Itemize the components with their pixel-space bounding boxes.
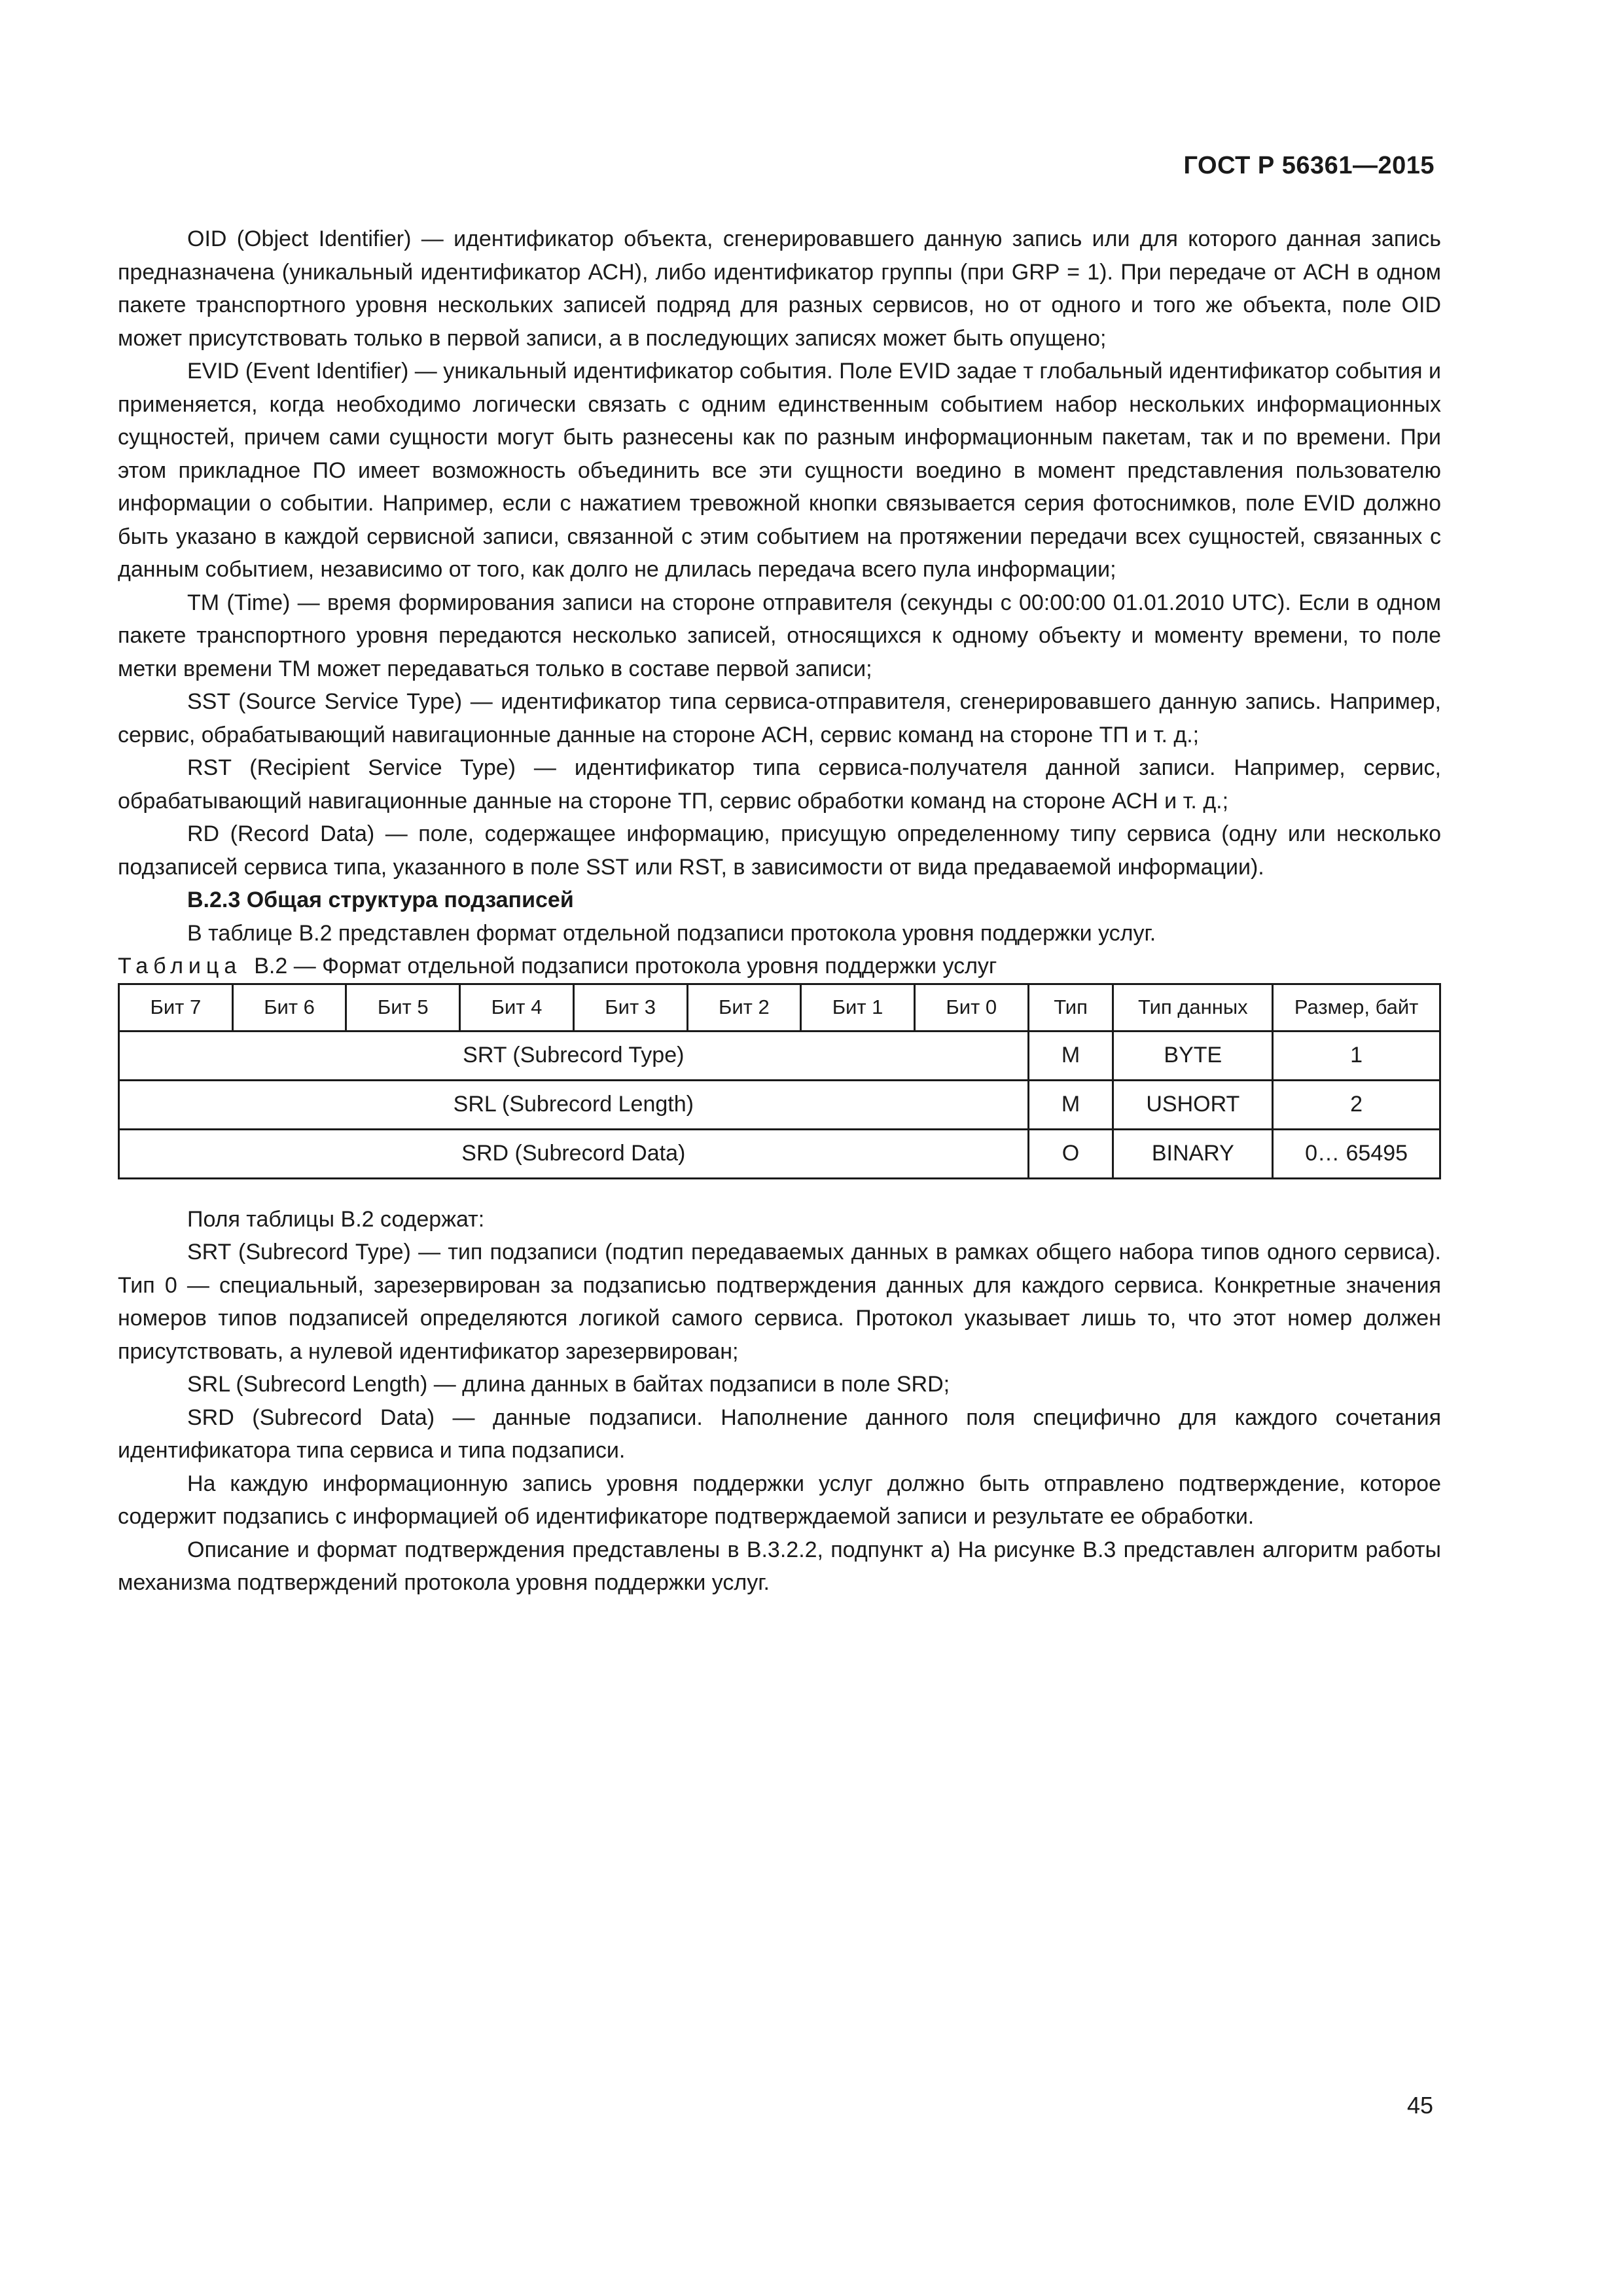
cell-size: 2 — [1273, 1080, 1440, 1129]
paragraph-srl: SRL (Subrecord Length) — длина данных в байтах подзаписи в поле SRD; — [187, 1372, 950, 1397]
paragraph-table-fields: Поля таблицы В.2 содержат: — [187, 1206, 485, 1232]
paragraph-rst: RST (Recipient Service Type) — идентификатор типа сервиса-получателя данной записи. Например, сервис, обрабатывающий навигационные данные на стороне ТП, сервис обработки команд на стороне АСН и т. д.; — [118, 755, 1441, 814]
table-row — [119, 1080, 1440, 1129]
header-size: Размер, байт — [1273, 984, 1440, 1031]
table-caption-word: Таблица — [118, 954, 242, 978]
cell-data-type: USHORT — [1113, 1080, 1273, 1129]
paragraph-tm: TM (Time) — время формирования записи на стороне отправителя (секунды с 00:00:00 01.01.2010 UTC). Если в одном пакете транспортного уровня передаются несколько записей, относящихся к одному объекту и моменту времени, то поле метки времени TM может передаваться только в составе первой записи; — [118, 590, 1441, 681]
page-number: 45 — [1406, 2092, 1433, 2119]
cell-data-type: BINARY — [1113, 1129, 1273, 1178]
header-bit0: Бит 0 — [914, 984, 1028, 1031]
cell-data-type: BYTE — [1113, 1031, 1273, 1080]
table-row — [119, 1031, 1440, 1080]
paragraph-evid: EVID (Event Identifier) — уникальный идентификатор события. Поле EVID задае т глобальный идентификатор события и применяется, когда необходимо логически связать с одним единственным событием набор нескольких информационных сущностей, причем сами сущности могут быть разнесены как по разным информационным пакетам, так и по времени. При этом прикладное ПО имеет возможность объединить все эти сущности воедино в момент представления пользователю информации о событии. Например, если с нажатием тревожной кнопки связывается серия фотоснимков, поле EVID должно быть указано в каждой сервисной записи, связанной с этим событием на протяжении передачи всех сущностей, связанных с данным событием, независимо от того, как долго не длилась передача всего пула информации; — [118, 359, 1441, 582]
cell-type: M — [1028, 1080, 1113, 1129]
cell-type: O — [1028, 1129, 1113, 1178]
header-data-type: Тип данных — [1113, 984, 1273, 1031]
header-bit5: Бит 5 — [346, 984, 460, 1031]
cell-field: SRT (Subrecord Type) — [119, 1031, 1029, 1080]
paragraph-srt: SRT (Subrecord Type) — тип подзаписи (подтип передаваемых данных в рамках общего набора типов одного сервиса). Тип 0 — специальный, зарезервирован за подзаписью подтверждения данных для каждого сервиса. Конкретные значения номеров типов подзаписей определяются логикой самого сервиса. Протокол указывает лишь то, что этот номер должен присутствовать, а нулевой идентификатор зарезервирован; — [118, 1240, 1441, 1364]
paragraph-confirmation-format: Описание и формат подтверждения представлены в В.3.2.2, подпункт а) На рисунке В.3 представлен алгоритм работы механизма подтверждений протокола уровня поддержки услуг. — [118, 1537, 1441, 1595]
header-bit6: Бит 6 — [232, 984, 346, 1031]
subrecord-format-table — [118, 983, 1441, 1179]
document-body — [118, 223, 1441, 1600]
cell-type: M — [1028, 1031, 1113, 1080]
table-row — [119, 1129, 1440, 1178]
paragraph-confirmation: На каждую информационную запись уровня поддержки услуг должно быть отправлено подтверждение, которое содержит подзапись с информацией об идентификаторе подтверждаемой записи и результате ее обработки. — [118, 1471, 1441, 1529]
cell-field: SRL (Subrecord Length) — [119, 1080, 1029, 1129]
section-intro: В таблице В.2 представлен формат отдельной подзаписи протокола уровня поддержки услуг. — [187, 920, 1156, 946]
header-bit1: Бит 1 — [801, 984, 915, 1031]
cell-field: SRD (Subrecord Data) — [119, 1129, 1029, 1178]
paragraph-sst: SST (Source Service Type) — идентификатор типа сервиса-отправителя, сгенерировавшего данную запись. Например, сервис, обрабатывающий навигационные данные на стороне АСН, сервис команд на стороне ТП и т. д.; — [118, 689, 1441, 747]
paragraph-rd: RD (Record Data) — поле, содержащее информацию, присущую определенному типу сервиса (одну или несколько подзаписей сервиса типа, указанного в поле SST или RST, в зависимости от вида предаваемой информации). — [118, 821, 1441, 880]
document-header: ГОСТ Р 56361—2015 — [1183, 152, 1435, 179]
header-bit4: Бит 4 — [460, 984, 574, 1031]
table-header-row — [119, 984, 1440, 1031]
header-bit2: Бит 2 — [687, 984, 801, 1031]
paragraph-srd: SRD (Subrecord Data) — данные подзаписи. Наполнение данного поля специфично для каждого сочетания идентификатора типа сервиса и типа подзаписи. — [118, 1405, 1441, 1463]
table-caption — [118, 950, 1441, 983]
cell-size: 1 — [1273, 1031, 1440, 1080]
header-bit3: Бит 3 — [573, 984, 687, 1031]
cell-size: 0… 65495 — [1273, 1129, 1440, 1178]
paragraph-oid: OID (Object Identifier) — идентификатор объекта, сгенерировавшего данную запись или для которого данная запись предназначена (уникальный идентификатор АСН), либо идентификатор группы (при GRP = 1). При передаче от АСН в одном пакете транспортного уровня нескольких записей подряд для разных сервисов, но от одного и того же объекта, поле OID может присутствовать только в первой записи, а в последующих записях может быть опущено; — [118, 226, 1441, 351]
section-heading: В.2.3 Общая структура подзаписей — [187, 888, 574, 912]
header-type: Тип — [1028, 984, 1113, 1031]
table-caption-text: В.2 — Формат отдельной подзаписи протокола уровня поддержки услуг — [254, 954, 997, 978]
header-bit7: Бит 7 — [119, 984, 233, 1031]
